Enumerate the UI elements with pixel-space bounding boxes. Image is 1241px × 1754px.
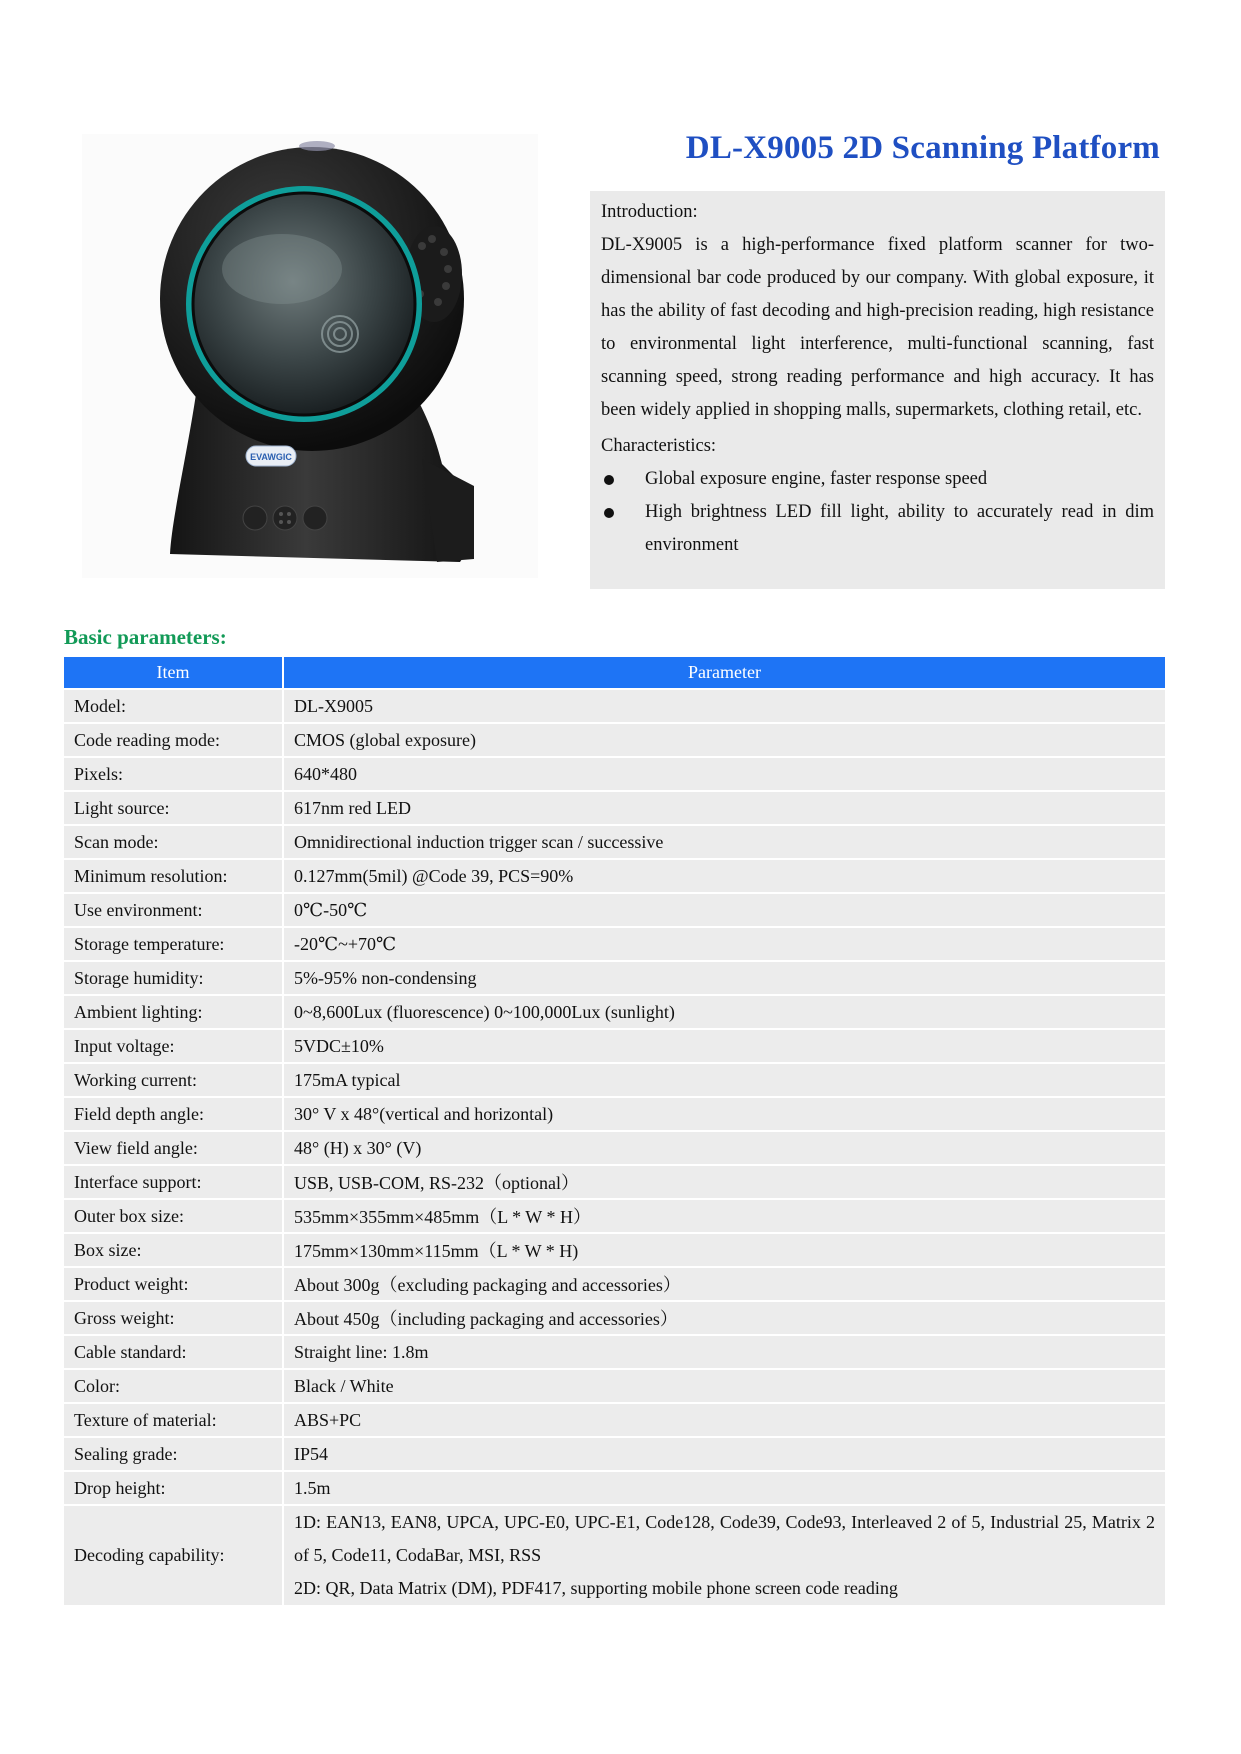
row-item: Sealing grade: — [64, 1437, 283, 1471]
table-row — [64, 689, 1165, 723]
table-row — [64, 1267, 1165, 1301]
characteristics-label: Characteristics: — [601, 436, 717, 456]
row-value: 1.5m — [283, 1471, 1165, 1505]
row-item: Field depth angle: — [64, 1097, 283, 1131]
table-row — [64, 995, 1165, 1029]
row-value: 175mm×130mm×115mm（L * W * H) — [283, 1233, 1165, 1267]
list-item — [601, 496, 1154, 562]
row-value: Black / White — [283, 1369, 1165, 1403]
table-header-row — [64, 657, 1165, 689]
row-item: Product weight: — [64, 1267, 283, 1301]
row-item: Code reading mode: — [64, 723, 283, 757]
decoding-2d: 2D: QR, Data Matrix (DM), PDF417, supporting mobile phone screen code reading — [294, 1578, 898, 1598]
row-value: -20℃~+70℃ — [283, 927, 1165, 961]
table-row — [64, 723, 1165, 757]
characteristic-text: High brightness LED fill light, ability to accurately read in dim environment — [645, 502, 1154, 555]
row-value: CMOS (global exposure) — [283, 723, 1165, 757]
table-row — [64, 1335, 1165, 1369]
row-value: 617nm red LED — [283, 791, 1165, 825]
bullet-icon — [604, 508, 614, 518]
row-value: 535mm×355mm×485mm（L * W * H） — [283, 1199, 1165, 1233]
basic-parameters-heading: Basic parameters: — [64, 625, 227, 649]
table-row — [64, 1471, 1165, 1505]
table-row — [64, 1301, 1165, 1335]
characteristic-text: Global exposure engine, faster response speed — [645, 469, 988, 489]
row-item: Drop height: — [64, 1471, 283, 1505]
table-row — [64, 1029, 1165, 1063]
row-item: Gross weight: — [64, 1301, 283, 1335]
row-value: 0.127mm(5mil) @Code 39, PCS=90% — [283, 859, 1165, 893]
table-row — [64, 825, 1165, 859]
row-value: Omnidirectional induction trigger scan / successive — [283, 825, 1165, 859]
table-row — [64, 1403, 1165, 1437]
product-image — [82, 134, 538, 578]
table-row — [64, 1369, 1165, 1403]
row-item: Ambient lighting: — [64, 995, 283, 1029]
header-item: Item — [64, 657, 283, 689]
row-value: IP54 — [283, 1437, 1165, 1471]
table-row — [64, 757, 1165, 791]
introduction-text: DL-X9005 is a high-performance fixed platform scanner for two-dimensional bar code produced by our company. With global exposure, it has the ability of fast decoding and high-precision reading, high resistance to environmental light interference, multi-functional scanning, fast scanning speed, strong reading performance and high accuracy. It has been widely applied in shopping malls, supermarkets, clothing retail, etc. — [601, 235, 1154, 420]
row-value: USB, USB-COM, RS-232（optional） — [283, 1165, 1165, 1199]
table-row — [64, 1233, 1165, 1267]
decoding-1d: 1D: EAN13, EAN8, UPCA, UPC-E0, UPC-E1, Code128, Code39, Code93, Interleaved 2 of 5, Industrial 25, Matrix 2 of 5, Code11, CodaBar, MSI, RSS — [294, 1512, 1155, 1565]
row-value: 48° (H) x 30° (V) — [283, 1131, 1165, 1165]
row-value: DL-X9005 — [283, 689, 1165, 723]
row-value: ABS+PC — [283, 1403, 1165, 1437]
row-value: 0℃-50℃ — [283, 893, 1165, 927]
table-row-decoding — [64, 1505, 1165, 1605]
table-row — [64, 1437, 1165, 1471]
row-item: Minimum resolution: — [64, 859, 283, 893]
row-item: Pixels: — [64, 757, 283, 791]
parameters-table — [64, 657, 1165, 1605]
row-item: Interface support: — [64, 1165, 283, 1199]
row-value: 0~8,600Lux (fluorescence) 0~100,000Lux (sunlight) — [283, 995, 1165, 1029]
table-row — [64, 961, 1165, 995]
row-item: Outer box size: — [64, 1199, 283, 1233]
table-row — [64, 1063, 1165, 1097]
row-item: Model: — [64, 689, 283, 723]
row-value: 30° V x 48°(vertical and horizontal) — [283, 1097, 1165, 1131]
page-title: DL-X9005 2D Scanning Platform — [685, 130, 1160, 166]
row-value: About 300g（excluding packaging and accessories） — [283, 1267, 1165, 1301]
list-item — [601, 463, 1154, 496]
table-row — [64, 927, 1165, 961]
table-row — [64, 893, 1165, 927]
row-value — [283, 1505, 1165, 1605]
table-row — [64, 791, 1165, 825]
brand-label: EVAWGIC — [250, 452, 292, 462]
row-item: Cable standard: — [64, 1335, 283, 1369]
row-item: Working current: — [64, 1063, 283, 1097]
row-item: View field angle: — [64, 1131, 283, 1165]
table-row — [64, 1097, 1165, 1131]
row-item: Scan mode: — [64, 825, 283, 859]
row-item: Storage temperature: — [64, 927, 283, 961]
bullet-icon — [604, 475, 614, 485]
row-item: Use environment: — [64, 893, 283, 927]
row-item: Box size: — [64, 1233, 283, 1267]
row-item: Storage humidity: — [64, 961, 283, 995]
row-value: 5%-95% non-condensing — [283, 961, 1165, 995]
table-row — [64, 1165, 1165, 1199]
row-item: Light source: — [64, 791, 283, 825]
introduction-box — [590, 191, 1165, 589]
row-value: About 450g（including packaging and accessories） — [283, 1301, 1165, 1335]
table-row — [64, 859, 1165, 893]
row-value: Straight line: 1.8m — [283, 1335, 1165, 1369]
row-value: 640*480 — [283, 757, 1165, 791]
table-row — [64, 1199, 1165, 1233]
row-item: Decoding capability: — [64, 1505, 283, 1605]
row-item: Input voltage: — [64, 1029, 283, 1063]
row-value: 5VDC±10% — [283, 1029, 1165, 1063]
table-row — [64, 1131, 1165, 1165]
row-item: Color: — [64, 1369, 283, 1403]
characteristics-list — [601, 463, 1154, 562]
header-parameter: Parameter — [283, 657, 1165, 689]
row-value: 175mA typical — [283, 1063, 1165, 1097]
introduction-label: Introduction: — [601, 202, 698, 222]
row-item: Texture of material: — [64, 1403, 283, 1437]
